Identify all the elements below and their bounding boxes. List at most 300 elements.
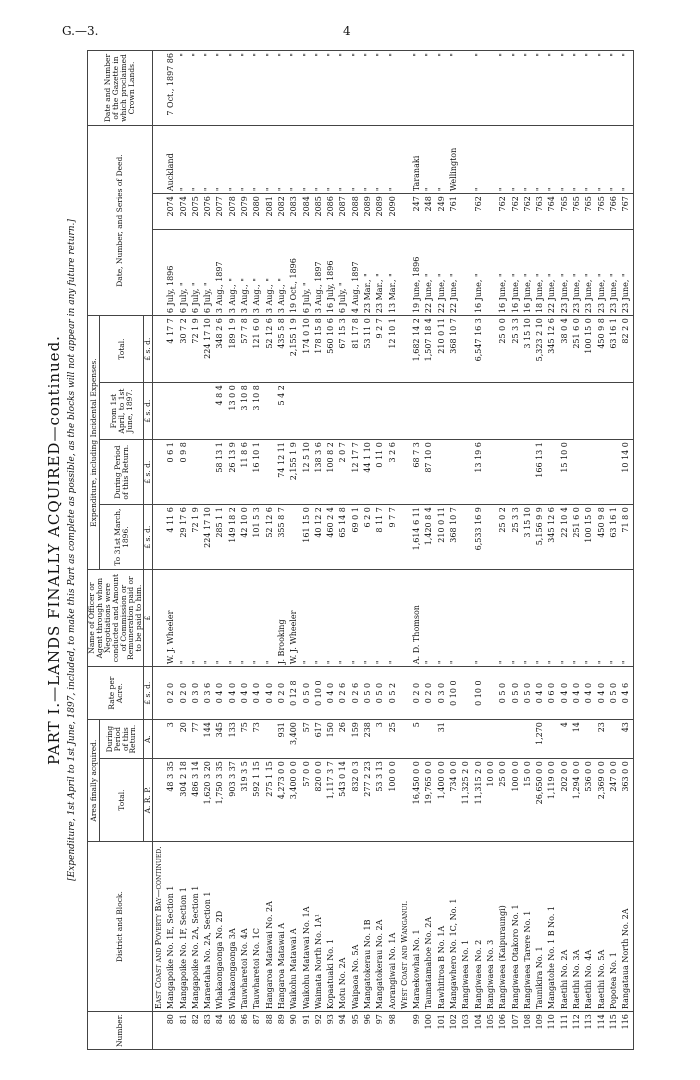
col-from-april-header: From 1st April, to 1st June, 1897. bbox=[100, 383, 144, 440]
gazette-cell: " bbox=[608, 51, 620, 126]
deed-date-cell: 3 Aug., 1897 bbox=[313, 229, 325, 315]
from-april-cell bbox=[473, 383, 485, 440]
area-total-cell: 1,400 0 0 bbox=[436, 759, 448, 842]
col-during-header: During Period of this Return. bbox=[100, 440, 144, 505]
deed-date-cell bbox=[460, 229, 472, 315]
total-cell: 174 0 10 bbox=[301, 316, 313, 383]
row-number-cell: 81 bbox=[178, 1012, 190, 1050]
officer-cell: " bbox=[202, 570, 214, 667]
to-march-cell: 65 14 8 bbox=[337, 505, 349, 570]
from-april-cell bbox=[165, 383, 177, 440]
from-april-cell bbox=[510, 383, 522, 440]
gazette-cell: " bbox=[559, 51, 571, 126]
gazette-cell: " bbox=[251, 51, 263, 126]
officer-cell: A. D. Thomson bbox=[411, 570, 423, 667]
area-total-cell: 536 0 0 bbox=[583, 759, 595, 842]
from-april-cell bbox=[362, 383, 374, 440]
col-deed-header: Date, Number, and Series of Deed. bbox=[88, 126, 153, 316]
during-period-cell: 138 3 6 bbox=[313, 440, 325, 505]
district-cell: Mangapoike No. 2A, Section 1 bbox=[190, 842, 202, 1012]
officer-cell: " bbox=[522, 570, 534, 667]
empty-cell bbox=[399, 194, 411, 230]
area-during-cell: 75 bbox=[239, 720, 251, 759]
deed-number-cell: 762 bbox=[510, 194, 522, 230]
deed-date-cell: 6 July, " bbox=[178, 229, 190, 315]
area-total-cell: 832 0 3 bbox=[350, 759, 362, 842]
deed-number-cell: 765 bbox=[559, 194, 571, 230]
area-during-cell: 77 bbox=[190, 720, 202, 759]
table-row bbox=[620, 51, 633, 1050]
table-row bbox=[214, 51, 226, 1050]
row-number-cell: 105 bbox=[485, 1012, 497, 1050]
to-march-cell: 5,156 9 9 bbox=[534, 505, 546, 570]
officer-cell: " bbox=[190, 570, 202, 667]
district-cell: Mangapoike No. 1E, Section 1 bbox=[165, 842, 177, 1012]
area-total-cell: 275 1 15 bbox=[264, 759, 276, 842]
gazette-cell: " bbox=[547, 51, 559, 126]
deed-date-cell: 23 June, " bbox=[596, 229, 608, 315]
to-march-cell: 42 10 0 bbox=[239, 505, 251, 570]
area-total-cell: 820 0 0 bbox=[313, 759, 325, 842]
deed-series-cell: " bbox=[510, 126, 522, 194]
deed-number-cell: 762 bbox=[522, 194, 534, 230]
deed-number-cell: 765 bbox=[583, 194, 595, 230]
deed-date-cell: 3 Aug., 1897 bbox=[214, 229, 226, 315]
deed-number-cell: 2089 bbox=[362, 194, 374, 230]
deed-series-cell: " bbox=[202, 126, 214, 194]
from-april-cell bbox=[387, 383, 399, 440]
deed-series-cell: " bbox=[473, 126, 485, 194]
to-march-cell: 1,420 8 4 bbox=[424, 505, 436, 570]
rate-cell bbox=[485, 667, 497, 720]
table-row bbox=[424, 51, 436, 1050]
deed-date-cell: 22 June, " bbox=[436, 229, 448, 315]
district-cell: Waikohu Matawai A bbox=[288, 842, 300, 1012]
officer-cell: " bbox=[387, 570, 399, 667]
during-period-cell bbox=[448, 440, 460, 505]
table-row bbox=[178, 51, 190, 1050]
area-during-cell bbox=[608, 720, 620, 759]
area-during-cell: 57 bbox=[301, 720, 313, 759]
table-row bbox=[202, 51, 214, 1050]
empty-cell bbox=[399, 505, 411, 570]
total-cell: 368 10 7 bbox=[448, 316, 460, 383]
table-header bbox=[88, 51, 153, 1050]
col-total-header: Total. bbox=[100, 316, 144, 383]
to-march-cell: 4 11 6 bbox=[165, 505, 177, 570]
area-total-cell: 247 0 0 bbox=[608, 759, 620, 842]
row-number-cell: 100 bbox=[424, 1012, 436, 1050]
district-cell: Rangiwaea Otakoro No. 1 bbox=[510, 842, 522, 1012]
table-row bbox=[313, 51, 325, 1050]
deed-date-cell: 3 Aug., " bbox=[251, 229, 263, 315]
total-cell bbox=[485, 316, 497, 383]
rate-cell: 0 2 0 bbox=[424, 667, 436, 720]
deed-number-cell: 2074 bbox=[178, 194, 190, 230]
to-march-cell: 355 8 7 bbox=[276, 505, 288, 570]
row-number-cell: 116 bbox=[620, 1012, 633, 1050]
col-number-header: Number. bbox=[88, 1012, 153, 1050]
gazette-cell bbox=[485, 51, 497, 126]
officer-cell: " bbox=[473, 570, 485, 667]
from-april-cell bbox=[350, 383, 362, 440]
during-period-cell bbox=[497, 440, 509, 505]
deed-date-cell: 22 June, " bbox=[448, 229, 460, 315]
area-during-cell: 23 bbox=[596, 720, 608, 759]
empty-cell bbox=[153, 505, 166, 570]
officer-cell: W. J. Wheeler bbox=[165, 570, 177, 667]
officer-cell: " bbox=[313, 570, 325, 667]
from-april-cell bbox=[424, 383, 436, 440]
deed-series-cell: Taranaki bbox=[411, 126, 423, 194]
table-row bbox=[190, 51, 202, 1050]
deed-date-cell: 3 Aug., " bbox=[264, 229, 276, 315]
gazette-cell: " bbox=[227, 51, 239, 126]
total-cell: 38 0 4 bbox=[559, 316, 571, 383]
area-during-cell: 73 bbox=[251, 720, 263, 759]
officer-cell: " bbox=[510, 570, 522, 667]
total-cell: 1,682 14 2 bbox=[411, 316, 423, 383]
total-cell: 57 7 8 bbox=[239, 316, 251, 383]
row-number-cell: 97 bbox=[374, 1012, 386, 1050]
deed-date-cell: 18 June, " bbox=[534, 229, 546, 315]
area-during-cell bbox=[522, 720, 534, 759]
district-cell: Hangaroa Matawai A bbox=[276, 842, 288, 1012]
deed-series-cell: " bbox=[583, 126, 595, 194]
to-march-cell: 29 17 6 bbox=[178, 505, 190, 570]
district-cell: Rangiwaea No. 3 bbox=[485, 842, 497, 1012]
officer-cell: " bbox=[547, 570, 559, 667]
deed-number-cell: 762 bbox=[473, 194, 485, 230]
gazette-cell bbox=[460, 51, 472, 126]
from-april-cell bbox=[337, 383, 349, 440]
during-period-cell: 44 1 10 bbox=[362, 440, 374, 505]
rate-cell: 0 5 0 bbox=[362, 667, 374, 720]
total-cell: 67 15 3 bbox=[337, 316, 349, 383]
area-total-cell: 1,117 3 7 bbox=[325, 759, 337, 842]
empty-cell bbox=[399, 667, 411, 720]
gazette-cell: " bbox=[534, 51, 546, 126]
total-cell bbox=[460, 316, 472, 383]
during-period-cell: 2 0 7 bbox=[337, 440, 349, 505]
total-cell: 345 12 6 bbox=[547, 316, 559, 383]
area-total-cell: 1,620 3 20 bbox=[202, 759, 214, 842]
area-total-cell: 304 2 18 bbox=[178, 759, 190, 842]
to-march-cell bbox=[288, 505, 300, 570]
row-number-cell: 85 bbox=[227, 1012, 239, 1050]
table-row bbox=[264, 51, 276, 1050]
from-april-cell bbox=[288, 383, 300, 440]
deed-date-cell: 19 June, 1896 bbox=[411, 229, 423, 315]
officer-cell: " bbox=[608, 570, 620, 667]
rate-units-label: £ s. d. bbox=[144, 667, 153, 720]
gazette-cell: " bbox=[264, 51, 276, 126]
officer-cell: " bbox=[251, 570, 263, 667]
deed-date-cell bbox=[485, 229, 497, 315]
district-cell: Whakaongaonga No. 2D bbox=[214, 842, 226, 1012]
row-number-cell: 101 bbox=[436, 1012, 448, 1050]
area-during-cell: 3,400 bbox=[288, 720, 300, 759]
deed-series-cell: " bbox=[534, 126, 546, 194]
deed-number-cell: 762 bbox=[497, 194, 509, 230]
gazette-cell: " bbox=[337, 51, 349, 126]
rate-cell: 0 2 0 bbox=[276, 667, 288, 720]
gazette-cell: " bbox=[239, 51, 251, 126]
officer-cell: " bbox=[337, 570, 349, 667]
total-cell: 53 11 0 bbox=[362, 316, 374, 383]
area-during-cell: 144 bbox=[202, 720, 214, 759]
row-number-cell: 93 bbox=[325, 1012, 337, 1050]
table-row bbox=[337, 51, 349, 1050]
district-cell: Mangatohe No. 1 B No. 1 bbox=[547, 842, 559, 1012]
to-march-cell: 3 15 10 bbox=[522, 505, 534, 570]
deed-series-cell: " bbox=[547, 126, 559, 194]
during-period-cell: 26 13 9 bbox=[227, 440, 239, 505]
empty-cell bbox=[399, 229, 411, 315]
gazette-cell: " bbox=[190, 51, 202, 126]
gazette-cell: " bbox=[202, 51, 214, 126]
total-cell: 2,155 1 9 bbox=[288, 316, 300, 383]
during-period-cell: 2,155 1 9 bbox=[288, 440, 300, 505]
deed-series-cell: " bbox=[190, 126, 202, 194]
section-row bbox=[153, 51, 166, 1050]
during-period-cell bbox=[485, 440, 497, 505]
empty-cell bbox=[399, 759, 411, 842]
deed-series-cell: " bbox=[374, 126, 386, 194]
to-march-cell: 251 6 0 bbox=[571, 505, 583, 570]
rate-cell: 0 4 0 bbox=[583, 667, 595, 720]
during-period-cell bbox=[596, 440, 608, 505]
gazette-cell: " bbox=[571, 51, 583, 126]
during-period-cell: 16 10 1 bbox=[251, 440, 263, 505]
col-to-march-header: To 31st March, 1896. bbox=[100, 505, 144, 570]
deed-number-cell: 2085 bbox=[313, 194, 325, 230]
rate-cell: 0 3 0 bbox=[436, 667, 448, 720]
deed-number-cell: 767 bbox=[620, 194, 633, 230]
total-units-label: £ s. d. bbox=[144, 316, 153, 383]
area-units-label: A. R. P. bbox=[144, 759, 153, 842]
deed-series-cell: Wellington bbox=[448, 126, 460, 194]
area-during-cell bbox=[473, 720, 485, 759]
deed-number-cell: 2080 bbox=[251, 194, 263, 230]
officer-cell: " bbox=[436, 570, 448, 667]
officer-cell: " bbox=[301, 570, 313, 667]
to-march-cell: 71 8 0 bbox=[620, 505, 633, 570]
empty-cell bbox=[399, 440, 411, 505]
deed-number-cell: 2083 bbox=[288, 194, 300, 230]
deed-date-cell: 23 June, " bbox=[620, 229, 633, 315]
gazette-cell: " bbox=[325, 51, 337, 126]
rate-cell: 0 4 6 bbox=[620, 667, 633, 720]
to-march-cell: 210 0 11 bbox=[436, 505, 448, 570]
deed-series-cell: " bbox=[436, 126, 448, 194]
total-cell: 100 15 0 bbox=[583, 316, 595, 383]
area-during-cell: 4 bbox=[559, 720, 571, 759]
deed-series-cell: " bbox=[362, 126, 374, 194]
area-during-cell bbox=[547, 720, 559, 759]
district-cell: Raetihi No. 5A bbox=[596, 842, 608, 1012]
empty-cell bbox=[399, 570, 411, 667]
during-period-cell: 10 14 0 bbox=[620, 440, 633, 505]
rate-cell: 0 3 0 bbox=[190, 667, 202, 720]
to-march-cell: 149 18 2 bbox=[227, 505, 239, 570]
empty-cell bbox=[153, 720, 166, 759]
deed-number-cell bbox=[460, 194, 472, 230]
district-cell: Taumatamahoe No. 2A bbox=[424, 842, 436, 1012]
area-during-cell bbox=[448, 720, 460, 759]
empty-cell bbox=[153, 383, 166, 440]
deed-series-cell: " bbox=[276, 126, 288, 194]
from-april-cell bbox=[547, 383, 559, 440]
rate-cell: 0 6 0 bbox=[547, 667, 559, 720]
deed-number-cell: 249 bbox=[436, 194, 448, 230]
officer-cell: " bbox=[534, 570, 546, 667]
to-march-cell: 100 15 0 bbox=[583, 505, 595, 570]
table-row bbox=[165, 51, 177, 1050]
section-row bbox=[399, 51, 411, 1050]
to-march-cell: 22 10 4 bbox=[559, 505, 571, 570]
from-april-cell bbox=[534, 383, 546, 440]
deed-date-cell: 3 Aug., " bbox=[239, 229, 251, 315]
gazette-cell: " bbox=[424, 51, 436, 126]
officer-cell: " bbox=[239, 570, 251, 667]
from-april-cell bbox=[559, 383, 571, 440]
from-april-cell bbox=[436, 383, 448, 440]
area-total-cell: 592 1 15 bbox=[251, 759, 263, 842]
area-total-cell: 202 0 0 bbox=[559, 759, 571, 842]
gazette-cell: " bbox=[620, 51, 633, 126]
row-number-cell: 110 bbox=[547, 1012, 559, 1050]
gazette-cell: " bbox=[448, 51, 460, 126]
table-row bbox=[497, 51, 509, 1050]
col-district-header: District and Block. bbox=[88, 842, 153, 1012]
deed-series-cell: " bbox=[522, 126, 534, 194]
officer-cell: " bbox=[583, 570, 595, 667]
area-total-cell: 2,369 0 0 bbox=[596, 759, 608, 842]
gazette-cell: " bbox=[583, 51, 595, 126]
table-row bbox=[473, 51, 485, 1050]
gazette-cell: " bbox=[510, 51, 522, 126]
empty-cell bbox=[399, 720, 411, 759]
row-number-cell: 109 bbox=[534, 1012, 546, 1050]
deed-date-cell: 16 June, " bbox=[510, 229, 522, 315]
deed-series-cell: " bbox=[596, 126, 608, 194]
total-cell: 63 16 1 bbox=[608, 316, 620, 383]
table-row bbox=[510, 51, 522, 1050]
row-number-cell: 104 bbox=[473, 1012, 485, 1050]
row-number-cell: 115 bbox=[608, 1012, 620, 1050]
total-cell: 1,507 18 4 bbox=[424, 316, 436, 383]
table-row bbox=[448, 51, 460, 1050]
officer-cell: " bbox=[264, 570, 276, 667]
total-cell: 25 3 3 bbox=[510, 316, 522, 383]
rate-cell: 0 2 0 bbox=[178, 667, 190, 720]
total-cell: 178 15 8 bbox=[313, 316, 325, 383]
row-number-cell: 80 bbox=[165, 1012, 177, 1050]
gazette-cell: " bbox=[473, 51, 485, 126]
row-number-cell: 95 bbox=[350, 1012, 362, 1050]
district-cell: Rangiwaea No. 1 bbox=[460, 842, 472, 1012]
deed-date-cell: 6 July, " bbox=[337, 229, 349, 315]
officer-cell: " bbox=[214, 570, 226, 667]
to-march-cell: 224 17 10 bbox=[202, 505, 214, 570]
deed-number-cell: 2089 bbox=[374, 194, 386, 230]
district-cell: Motu No. 2A bbox=[337, 842, 349, 1012]
district-cell: Whakaongaonga 3A bbox=[227, 842, 239, 1012]
rate-cell: 0 4 0 bbox=[214, 667, 226, 720]
table-row bbox=[534, 51, 546, 1050]
deed-number-cell: 2074 bbox=[165, 194, 177, 230]
row-number-cell: 90 bbox=[288, 1012, 300, 1050]
from-april-cell bbox=[620, 383, 633, 440]
during-period-cell bbox=[436, 440, 448, 505]
deed-series-cell: " bbox=[337, 126, 349, 194]
area-total-cell: 734 0 0 bbox=[448, 759, 460, 842]
area-during-units-label: A. bbox=[144, 720, 153, 759]
row-number-cell: 99 bbox=[411, 1012, 423, 1050]
deed-date-cell: 13 Mar., " bbox=[387, 229, 399, 315]
district-cell: Kopaatuaki No. 1 bbox=[325, 842, 337, 1012]
area-total-cell: 10 0 0 bbox=[485, 759, 497, 842]
from-april-cell bbox=[460, 383, 472, 440]
total-cell: 81 17 8 bbox=[350, 316, 362, 383]
from-april-cell bbox=[497, 383, 509, 440]
empty-cell bbox=[153, 229, 166, 315]
district-cell: Mangawhero No. 1C, No. 1 bbox=[448, 842, 460, 1012]
empty-cell bbox=[153, 194, 166, 230]
area-total-cell: 11,325 2 0 bbox=[460, 759, 472, 842]
deed-number-cell: 2084 bbox=[301, 194, 313, 230]
deed-series-cell: " bbox=[620, 126, 633, 194]
col-rate-header: Rate per Acre. bbox=[88, 667, 144, 720]
row-number-cell: 102 bbox=[448, 1012, 460, 1050]
row-number-cell: 87 bbox=[251, 1012, 263, 1050]
total-cell: 9 2 7 bbox=[374, 316, 386, 383]
gazette-cell: " bbox=[522, 51, 534, 126]
row-number-cell: 86 bbox=[239, 1012, 251, 1050]
during-period-cell: 68 7 3 bbox=[411, 440, 423, 505]
rate-cell: 0 4 0 bbox=[325, 667, 337, 720]
rate-cell: 0 10 0 bbox=[473, 667, 485, 720]
area-during-cell: 617 bbox=[313, 720, 325, 759]
deed-series-cell: " bbox=[350, 126, 362, 194]
rate-cell: 0 2 6 bbox=[337, 667, 349, 720]
row-number-cell: 83 bbox=[202, 1012, 214, 1050]
to-march-cell: 450 9 8 bbox=[596, 505, 608, 570]
during-period-cell bbox=[608, 440, 620, 505]
table-row bbox=[301, 51, 313, 1050]
to-march-cell bbox=[485, 505, 497, 570]
district-cell: Rangiwaea (Kaipuraungi) bbox=[497, 842, 509, 1012]
gazette-cell: " bbox=[374, 51, 386, 126]
during-period-cell bbox=[583, 440, 595, 505]
from-april-cell bbox=[448, 383, 460, 440]
officer-cell bbox=[485, 570, 497, 667]
deed-series-cell: " bbox=[313, 126, 325, 194]
district-cell: Raetihi No. 2A bbox=[559, 842, 571, 1012]
total-cell: 560 10 6 bbox=[325, 316, 337, 383]
total-cell: 121 6 0 bbox=[251, 316, 263, 383]
area-during-cell bbox=[424, 720, 436, 759]
gazette-cell: " bbox=[596, 51, 608, 126]
district-cell: Maraekowhai No. 1 bbox=[411, 842, 423, 1012]
rate-cell: 0 10 0 bbox=[448, 667, 460, 720]
from-april-cell bbox=[583, 383, 595, 440]
gazette-cell: " bbox=[288, 51, 300, 126]
deed-number-cell: 2079 bbox=[239, 194, 251, 230]
row-number-cell: 96 bbox=[362, 1012, 374, 1050]
during-period-cell: 3 2 6 bbox=[387, 440, 399, 505]
